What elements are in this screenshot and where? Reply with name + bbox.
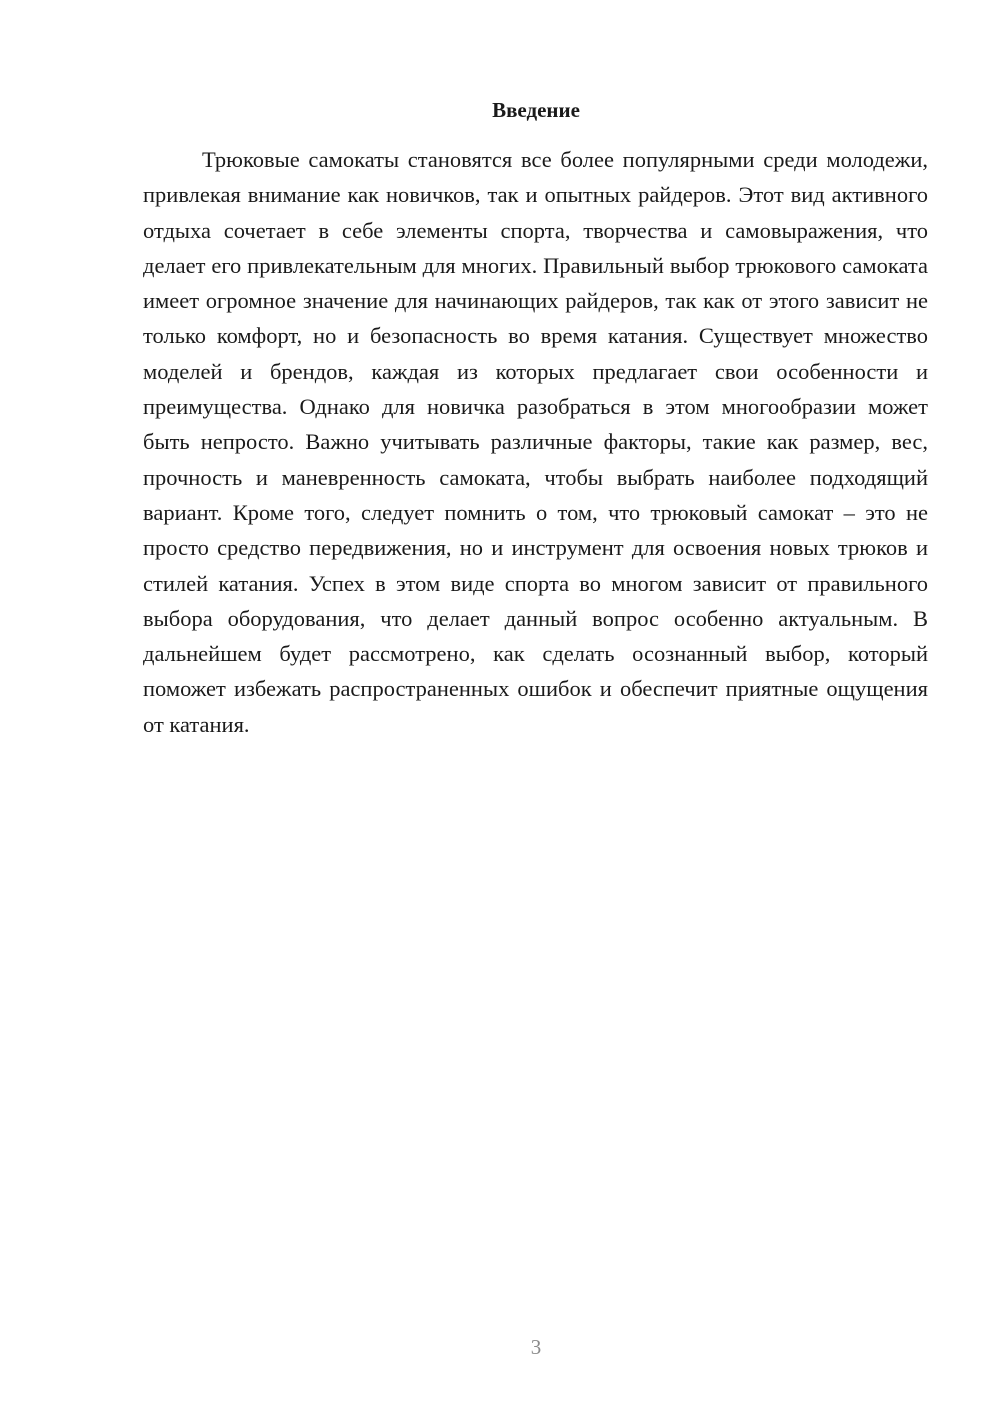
- section-heading: Введение: [492, 98, 580, 122]
- introduction-paragraph: Трюковые самокаты становятся все более популярными среди молодежи, привлекая внимание как новичков, так и опытных райдеров. Этот вид активного отдыха сочетает в себе элементы спорта, творчества и самовыражения, что делает его привлекательным для многих. Правильный выбор трюкового самоката имеет огромное значение для начинающих райдеров, так как от этого зависит не только комфорт, но и безопасность во время катания. Существует множество моделей и брендов, каждая из которых предлагает свои особенности и преимущества. Однако для новичка разобраться в этом многообразии может быть непросто. Важно учитывать различные факторы, такие как размер, вес, прочность и маневренность самоката, чтобы выбрать наиболее подходящий вариант. Кроме того, следует помнить о том, что трюковый самокат – это не просто средство передвижения, но и инструмент для освоения новых трюков и стилей катания. Успех в этом виде спорта во многом зависит от правильного выбора оборудования, что делает данный вопрос особенно актуальным. В дальнейшем будет рассмотрено, как сделать осознанный выбор, который поможет избежать распространенных ошибок и обеспечит приятные ощущения от катания.: [143, 147, 928, 737]
- page-number: 3: [530, 1335, 542, 1359]
